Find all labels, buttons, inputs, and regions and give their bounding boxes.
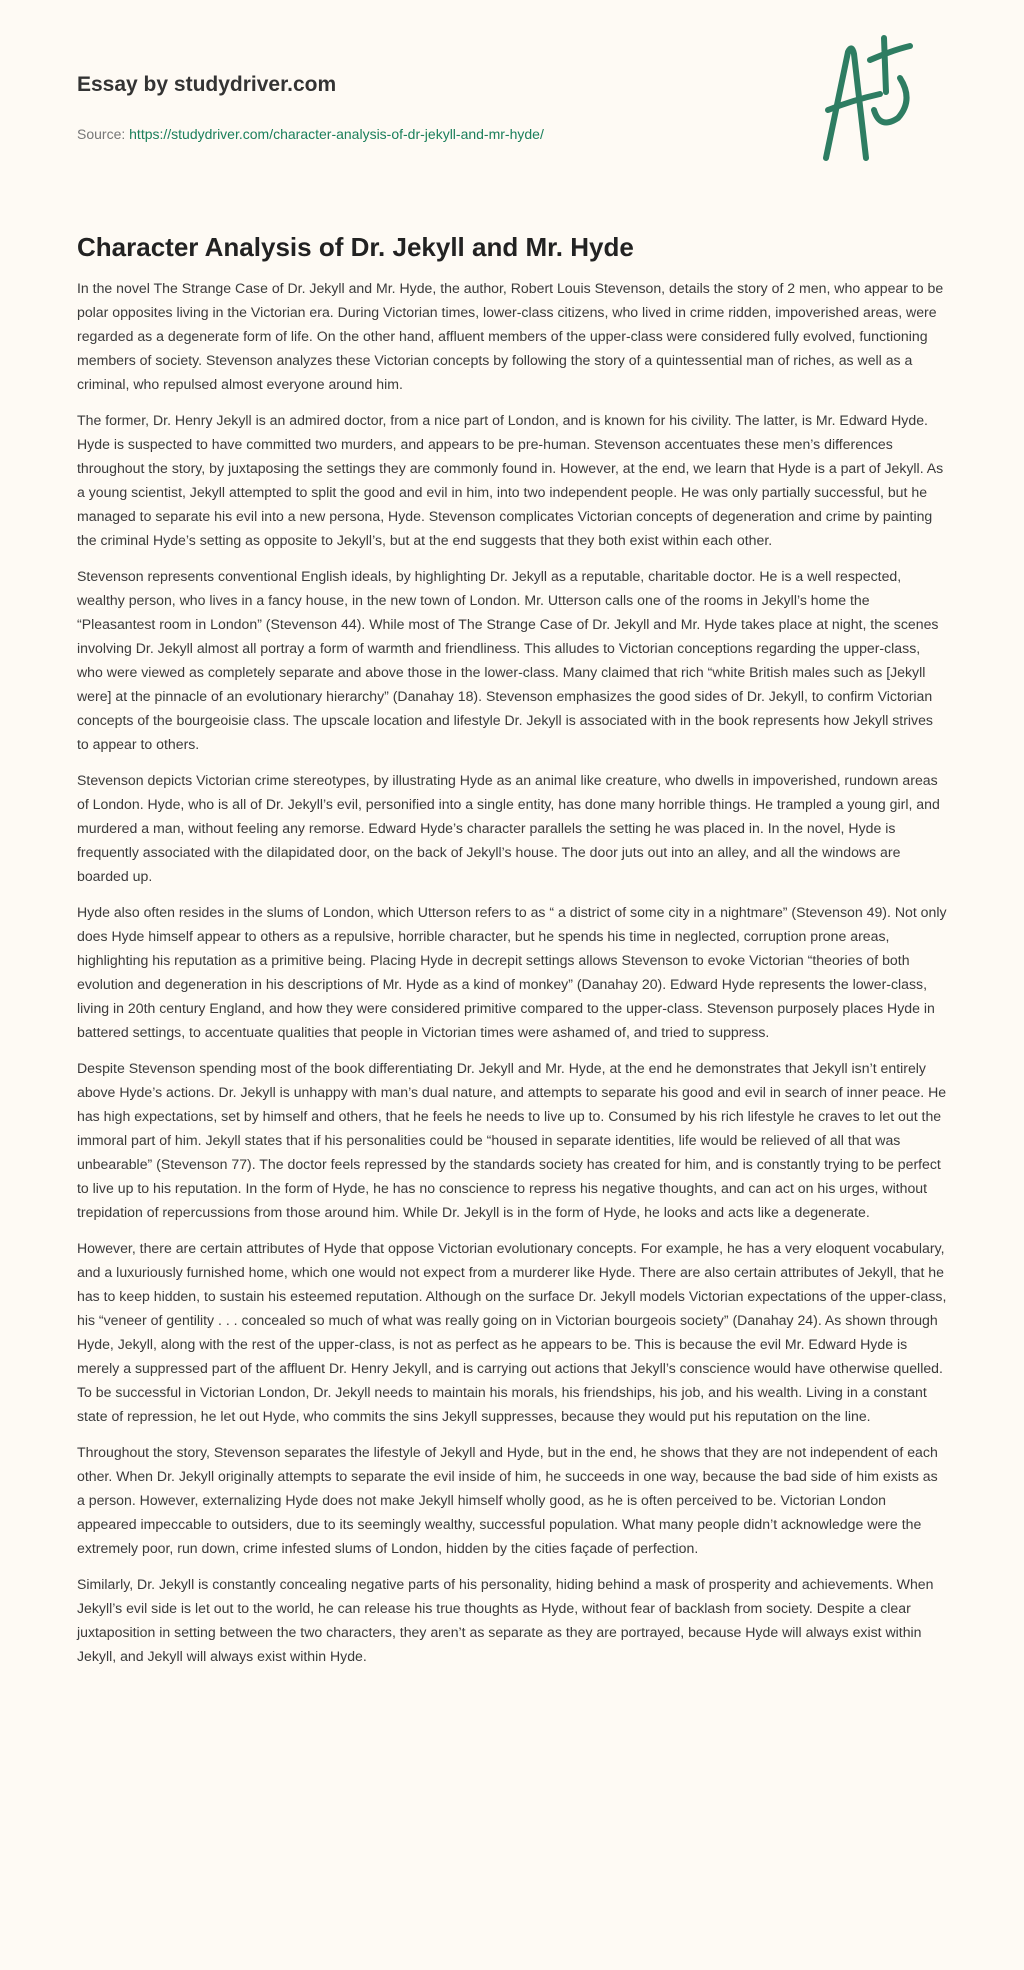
- essay-title: Character Analysis of Dr. Jekyll and Mr. Hyde: [77, 232, 634, 262]
- source-label: Source:: [77, 126, 130, 142]
- essay-paragraph: Hyde also often resides in the slums of London, which Utterson refers to as “ a district of some city in a nightmare” (Stevenson 49). Not only does Hyde himself appear to others as a repulsive, horrible character, but he spends his time in neglected, corruption prone areas, highlighting his reputation as a primitive being. Placing Hyde in decrepit settings allows Stevenson to evoke Victorian “theories of both evolution and degeneration in his descriptions of Mr. Hyde as a kind of monkey” (Danahay 20). Edward Hyde represents the lower-class, living in 20th century England, and how they were considered primitive compared to the upper-class. Stevenson purposely places Hyde in battered settings, to accentuate qualities that people in Victorian times were ashamed of, and tried to suppress.: [77, 904, 947, 1040]
- essay-paragraph: However, there are certain attributes of Hyde that oppose Victorian evolutionary concepts. For example, he has a very eloquent vocabulary, and a luxuriously furnished home, which one would not expect from a murderer like Hyde. There are also certain attributes of Jekyll, that he has to keep hidden, to sustain his esteemed reputation. Although on the surface Dr. Jekyll models Victorian expectations of the upper-class, his “veneer of gentility . . . concealed so much of what was really going on in Victorian bourgeois society” (Danahay 24). As shown through Hyde, Jekyll, along with the rest of the upper-class, is not as perfect as he appears to be. This is because the evil Mr. Edward Hyde is merely a suppressed part of the affluent Dr. Henry Jekyll, and is carrying out actions that Jekyll’s conscience would have otherwise quelled. To be successful in Victorian London, Dr. Jekyll needs to maintain his morals, his friendships, his job, and his wealth. Living in a constant state of repression, he let out Hyde, who commits the sins Jekyll suppresses, because they would put his reputation on the line.: [77, 1240, 947, 1424]
- essay-paragraph: The former, Dr. Henry Jekyll is an admired doctor, from a nice part of London, and is known for his civility. The latter, is Mr. Edward Hyde. Hyde is suspected to have committed two murders, and appears to be pre-human. Stevenson accentuates these men’s differences throughout the story, by juxtaposing the settings they are commonly found in. However, at the end, we learn that Hyde is a part of Jekyll. As a young scientist, Jekyll attempted to split the good and evil in him, into two independent people. He was only partially successful, but he managed to separate his evil into a new persona, Hyde. Stevenson complicates Victorian concepts of degeneration and crime by painting the criminal Hyde’s setting as opposite to Jekyll’s, but at the end suggests that they both exist within each other.: [77, 412, 944, 548]
- essay-paragraph: In the novel The Strange Case of Dr. Jekyll and Mr. Hyde, the author, Robert Louis Stevenson, details the story of 2 men, who appear to be polar opposites living in the Victorian era. During Victorian times, lower-class citizens, who lived in crime ridden, impoverished areas, were regarded as a degenerate form of life. On the other hand, affluent members of the upper-class were considered fully evolved, functioning members of society. Stevenson analyzes these Victorian concepts by following the story of a quintessential man of riches, as well as a criminal, who repulsed almost everyone around him.: [77, 280, 944, 392]
- source-link[interactable]: https://studydriver.com/character-analysis-of-dr-jekyll-and-mr-hyde/: [129, 126, 544, 142]
- essay-paragraph: Despite Stevenson spending most of the book differentiating Dr. Jekyll and Mr. Hyde, at the end he demonstrates that Jekyll isn’t entirely above Hyde’s actions. Dr. Jekyll is unhappy with man’s dual nature, and attempts to separate his good and evil in search of inner peace. He has high expectations, set by himself and others, that he feels he needs to live up to. Consumed by his rich lifestyle he craves to let out the immoral part of him. Jekyll states that if his personalities could be “housed in separate identities, life would be relieved of all that was unbearable” (Stevenson 77). The doctor feels repressed by the standards society has created for him, and is constantly trying to be perfect to live up to his reputation. In the form of Hyde, he has no conscience to repress his negative thoughts, and can act on his urges, without trepidation of repercussions from those around him. While Dr. Jekyll is in the form of Hyde, he looks and acts like a degenerate.: [77, 1060, 947, 1220]
- source-line: [77, 126, 544, 142]
- essay-paragraph: Throughout the story, Stevenson separates the lifestyle of Jekyll and Hyde, but in the end, he shows that they are not independent of each other. When Dr. Jekyll originally attempts to separate the evil inside of him, he succeeds in one way, because the bad side of him exists as a person. However, externalizing Hyde does not make Jekyll himself wholly good, as he is often perceived to be. Victorian London appeared impeccable to outsiders, due to its seemingly wealthy, successful population. What many people didn’t acknowledge were the extremely poor, run down, crime infested slums of London, hidden by the cities façade of perfection.: [77, 1444, 938, 1556]
- essay-paragraph: Stevenson depicts Victorian crime stereotypes, by illustrating Hyde as an animal like creature, who dwells in impoverished, rundown areas of London. Hyde, who is all of Dr. Jekyll’s evil, personified into a single entity, has done many horrible things. He trampled a young girl, and murdered a man, without feeling any remorse. Edward Hyde’s character parallels the setting he was placed in. In the novel, Hyde is frequently associated with the dilapidated door, on the back of Jekyll’s house. The door juts out into an alley, and all the windows are boarded up.: [77, 772, 940, 884]
- essay-paragraph: Similarly, Dr. Jekyll is constantly concealing negative parts of his personality, hiding behind a mask of prosperity and achievements. When Jekyll’s evil side is let out to the world, he can release his true thoughts as Hyde, without fear of backlash from society. Despite a clear juxtaposition in setting between the two characters, they aren’t as separate as they are portrayed, because Hyde will always exist within Jekyll, and Jekyll will always exist within Hyde.: [77, 1576, 934, 1664]
- site-title: Essay by studydriver.com: [77, 73, 337, 96]
- a-plus-logo-icon: [818, 30, 928, 165]
- essay-paragraph: Stevenson represents conventional English ideals, by highlighting Dr. Jekyll as a reputable, charitable doctor. He is a well respected, wealthy person, who lives in a fancy house, in the new town of London. Mr. Utterson calls one of the rooms in Jekyll’s home the “Pleasantest room in London” (Stevenson 44). While most of The Strange Case of Dr. Jekyll and Mr. Hyde takes place at night, the scenes involving Dr. Jekyll almost all portray a form of warmth and friendliness. This alludes to Victorian conceptions regarding the upper-class, who were viewed as completely separate and above those in the lower-class. Many claimed that rich “white British males such as [Jekyll were] at the pinnacle of an evolutionary hierarchy” (Danahay 18). Stevenson emphasizes the good sides of Dr. Jekyll, to confirm Victorian concepts of the bourgeoisie class. The upscale location and lifestyle Dr. Jekyll is associated with in the book represents how Jekyll strives to appear to others.: [77, 568, 939, 752]
- essay-body: [77, 276, 947, 1680]
